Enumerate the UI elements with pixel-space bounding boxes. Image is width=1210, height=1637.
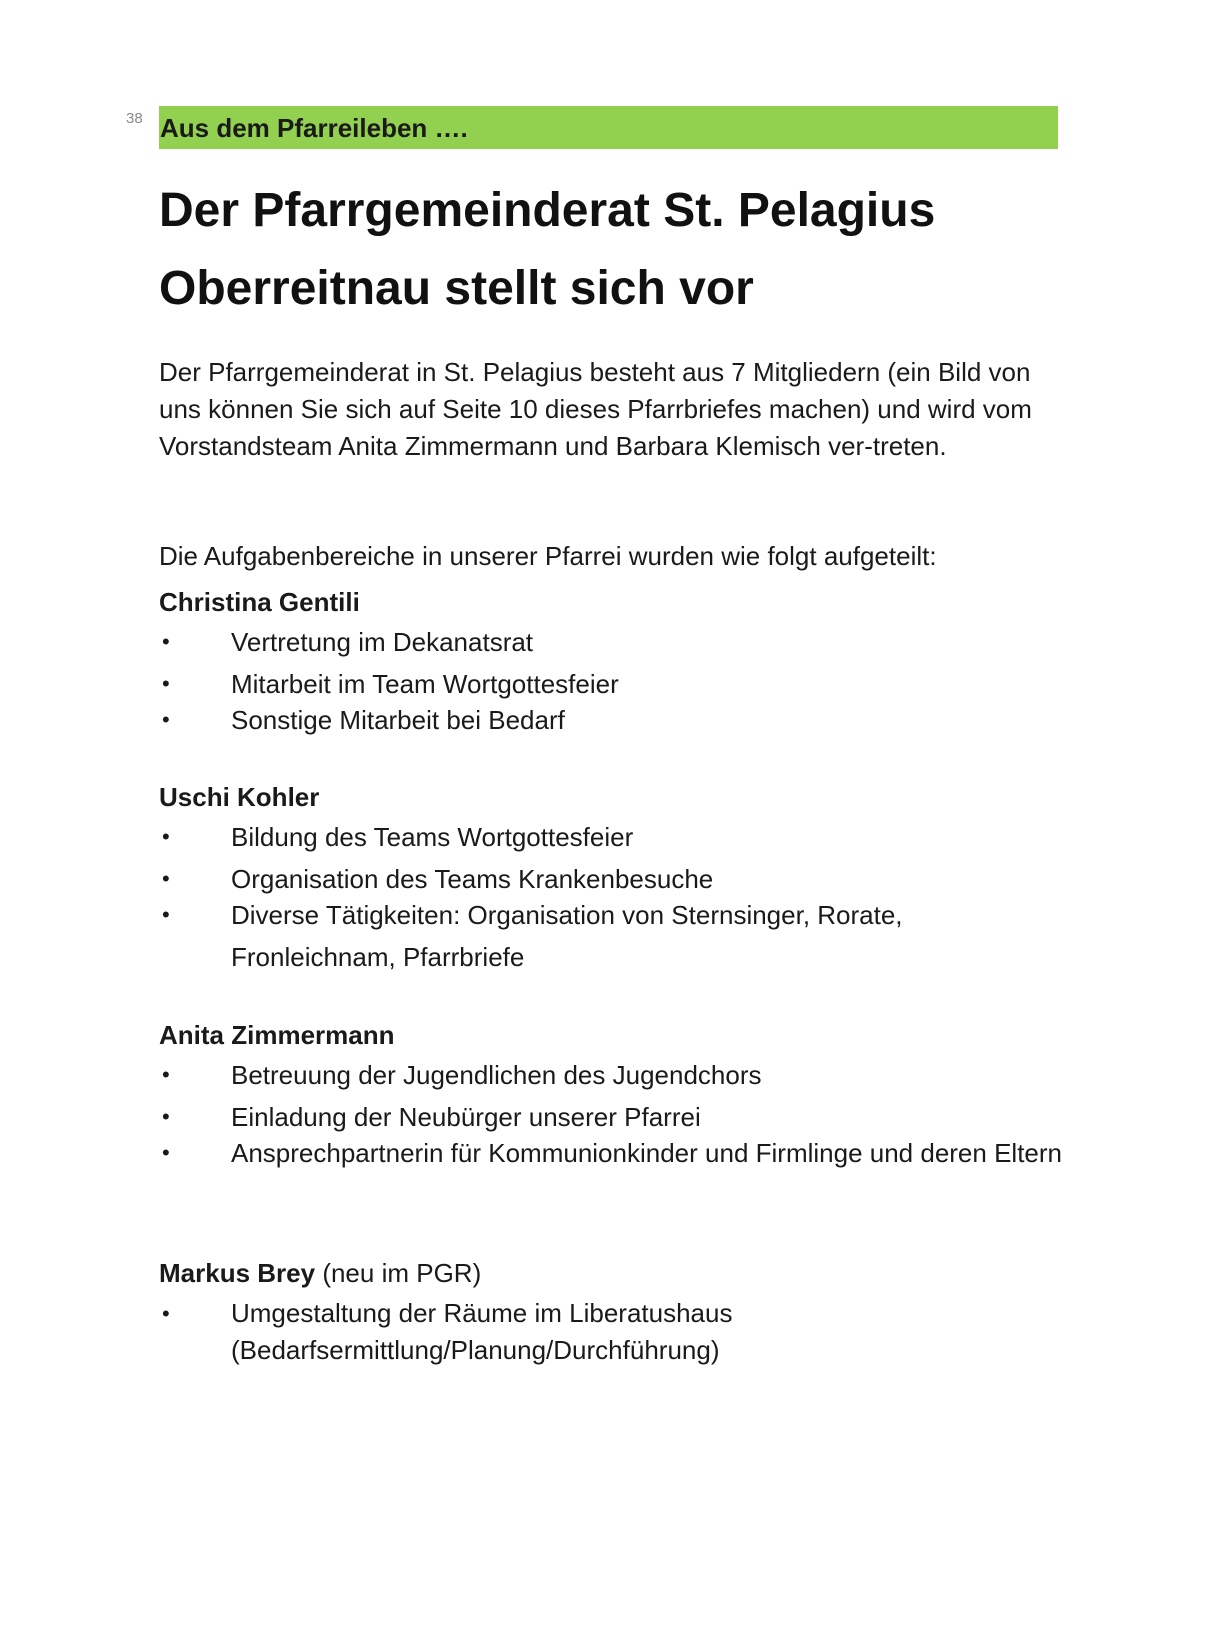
member-name-line	[159, 584, 1064, 621]
task-item	[159, 1132, 1091, 1174]
member-name: Uschi Kohler	[159, 782, 320, 812]
member-name: Anita Zimmermann	[159, 1020, 395, 1050]
member-note: (neu im PGR)	[322, 1258, 482, 1288]
task-item	[159, 1054, 1064, 1096]
member-section	[159, 1255, 1064, 1369]
task-text: Umgestaltung der Räume im Liberatushaus (Bedarfsermittlung/Planung/Durchführung)	[231, 1298, 733, 1365]
task-item	[159, 699, 1064, 741]
member-name: Christina Gentili	[159, 587, 360, 617]
task-text: Sonstige Mitarbeit bei Bedarf	[231, 705, 565, 735]
task-text: Bildung des Teams Wortgottesfeier	[231, 822, 634, 852]
page-number: 38	[126, 110, 143, 127]
intro-paragraph: Der Pfarrgemeinderat in St. Pelagius besteht aus 7 Mitgliedern (ein Bild von uns können Sie sich auf Seite 10 dieses Pfarrbriefes machen) und wird vom Vorstandsteam Anita Zimmermann und Barbara Klemisch ver-treten.	[159, 357, 1032, 461]
member-section	[159, 779, 1064, 978]
task-item	[159, 894, 1031, 978]
member-section	[159, 1017, 1064, 1174]
task-item	[159, 1295, 831, 1369]
title-line-1: Der Pfarrgemeinderat St. Pelagius	[159, 184, 936, 237]
task-text: Ansprechpartnerin für Kommunionkinder und Firmlinge und deren Eltern	[231, 1138, 1062, 1168]
task-text: Vertretung im Dekanatsrat	[231, 627, 534, 657]
task-list	[159, 816, 1064, 978]
task-item	[159, 621, 1064, 663]
bullet-icon: •	[162, 671, 170, 696]
member-name-line	[159, 1017, 1064, 1054]
title-line-2: Oberreitnau stellt sich vor	[159, 262, 754, 315]
bullet-icon: •	[162, 1062, 170, 1087]
bullet-icon: •	[162, 707, 170, 732]
task-text: Mitarbeit im Team Wortgottesfeier	[231, 669, 619, 699]
article-title	[159, 172, 1059, 328]
bullet-icon: •	[162, 824, 170, 849]
bullet-icon: •	[162, 902, 170, 927]
tasks-intro-paragraph: Die Aufgabenbereiche in unserer Pfarrei wurden wie folgt aufgeteilt:	[159, 541, 937, 571]
member-name-line	[159, 1255, 1064, 1292]
bullet-icon: •	[162, 866, 170, 891]
task-list	[159, 621, 1064, 741]
task-list	[159, 1295, 1064, 1369]
member-section	[159, 584, 1064, 741]
task-text: Diverse Tätigkeiten: Organisation von Sternsinger, Rorate, Fronleichnam, Pfarrbriefe	[231, 900, 903, 972]
bullet-icon: •	[162, 1104, 170, 1129]
bullet-icon: •	[162, 1301, 170, 1326]
task-item	[159, 816, 1064, 858]
task-text: Organisation des Teams Krankenbesuche	[231, 864, 714, 894]
task-text: Einladung der Neubürger unserer Pfarrei	[231, 1102, 701, 1132]
bullet-icon: •	[162, 629, 170, 654]
member-name: Markus Brey	[159, 1258, 316, 1288]
member-name-line	[159, 779, 1064, 816]
task-list	[159, 1054, 1064, 1174]
section-header: Aus dem Pfarreileben ….	[160, 113, 468, 143]
bullet-icon: •	[162, 1140, 170, 1165]
task-text: Betreuung der Jugendlichen des Jugendchors	[231, 1060, 762, 1090]
